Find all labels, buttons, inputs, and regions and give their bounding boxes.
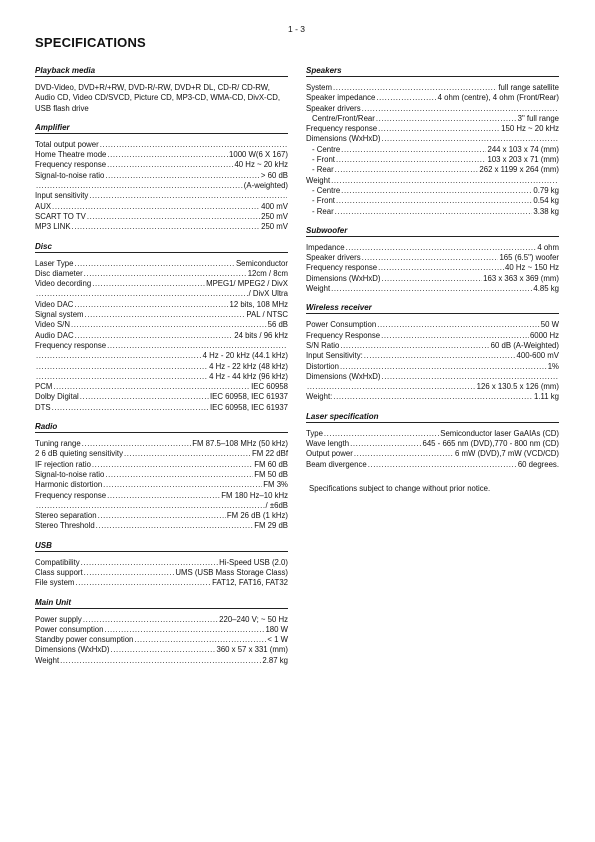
dot-leader [36, 181, 243, 191]
dot-leader [107, 341, 287, 351]
section-laser-specification [306, 412, 559, 470]
spec-value: Semiconductor laser GaAIAs (CD) [440, 428, 559, 438]
spec-row [306, 392, 559, 402]
spec-value: 40 Hz ~ 20 kHz [234, 160, 288, 170]
section-title: Playback media [35, 66, 288, 77]
spec-label: - Front [312, 155, 335, 165]
section-amplifier [35, 123, 288, 233]
spec-value: FM 3% [263, 480, 288, 490]
section-title: Wireless receiver [306, 303, 559, 314]
spec-value: 56 dB [267, 320, 288, 330]
spec-value: 180 W [265, 624, 288, 634]
spec-value: 60 degrees. [517, 459, 559, 469]
dot-leader [376, 114, 517, 124]
section-radio [35, 422, 288, 532]
spec-row [306, 165, 559, 175]
spec-row [306, 104, 559, 114]
dot-leader [335, 165, 479, 175]
spec-label: Frequency response [35, 340, 107, 350]
dot-leader [382, 372, 558, 382]
dot-leader [331, 176, 558, 186]
dot-leader [340, 341, 489, 351]
spec-label: Audio DAC [35, 330, 74, 340]
spec-label: - Rear [312, 165, 334, 175]
dot-leader [124, 449, 251, 459]
spec-label: Compatibility [35, 557, 80, 567]
spec-label: Harmonic distortion [35, 480, 103, 490]
section-title: Laser specification [306, 412, 559, 423]
section-title: Subwoofer [306, 226, 559, 237]
dot-leader [83, 615, 218, 625]
dot-leader [82, 439, 192, 449]
spec-label: Weight [306, 284, 331, 294]
spec-row [35, 578, 288, 588]
spec-row [35, 656, 288, 666]
spec-row [35, 269, 288, 279]
spec-row [35, 568, 288, 578]
spec-row [306, 351, 559, 361]
spec-row [306, 207, 559, 217]
spec-label: Distortion [306, 361, 339, 371]
spec-row [306, 372, 559, 382]
spec-row [306, 176, 559, 186]
spec-label: Signal-to-noise ratio [35, 469, 105, 479]
spec-value: 24 bits / 96 kHz [234, 330, 288, 340]
dot-leader [324, 429, 439, 439]
spec-value: FAT12, FAT16, FAT32 [212, 578, 288, 588]
spec-value: 2.87 kg [262, 655, 288, 665]
spec-row [35, 331, 288, 341]
dot-leader [60, 656, 261, 666]
page-number: 1 - 3 [288, 24, 306, 34]
dot-leader [89, 191, 287, 201]
spec-value: 400 mV [261, 201, 288, 211]
spec-value: (A-weighted) [243, 181, 288, 191]
spec-value: 400-600 mV [516, 351, 559, 361]
dot-leader [87, 212, 260, 222]
spec-label: Stereo Threshold [35, 521, 95, 531]
spec-value: 244 x 103 x 74 (mm) [487, 144, 559, 154]
dot-leader [341, 145, 486, 155]
dot-leader [75, 578, 211, 588]
spec-value: 262 x 1199 x 264 (mm) [479, 165, 559, 175]
dot-leader [333, 83, 497, 93]
spec-label: - Centre [312, 185, 341, 195]
dot-leader [107, 150, 228, 160]
spec-row [35, 191, 288, 201]
spec-label: Video S/N [35, 320, 70, 330]
spec-row [306, 274, 559, 284]
spec-value: 6 mW (DVD),7 mW (VCD/CD) [455, 449, 559, 459]
dot-leader [354, 449, 454, 459]
spec-value: FM 26 dB (1 kHz) [226, 511, 288, 521]
spec-value: 1% [547, 361, 559, 371]
spec-value: 40 Hz ~ 150 Hz [505, 263, 559, 273]
dot-leader [53, 382, 250, 392]
dot-leader [335, 207, 533, 217]
spec-label: Centre/Front/Rear [312, 113, 375, 123]
dot-leader [107, 160, 233, 170]
dot-leader [84, 269, 247, 279]
disclaimer-note: Specifications subject to change without prior notice. [309, 483, 491, 493]
dot-leader [111, 645, 216, 655]
spec-row [35, 470, 288, 480]
spec-row [35, 521, 288, 531]
spec-label: Power Consumption [306, 320, 377, 330]
spec-value: 4 ohm (centre), 4 ohm (Front/Rear) [437, 93, 559, 103]
spec-row [306, 155, 559, 165]
spec-value: 220–240 V; ~ 50 Hz [219, 614, 288, 624]
spec-value: 4 Hz - 22 kHz (48 kHz) [209, 361, 288, 371]
right-sections [306, 66, 559, 470]
spec-row [306, 83, 559, 93]
spec-label: Type [306, 428, 323, 438]
spec-label: PCM [35, 382, 53, 392]
spec-value: > 60 dB [260, 170, 288, 180]
section-title: Main Unit [35, 598, 288, 609]
dot-leader [382, 134, 558, 144]
dot-leader [52, 202, 260, 212]
dot-leader [71, 320, 267, 330]
spec-value: 4.85 kg [533, 284, 559, 294]
spec-row [35, 480, 288, 490]
spec-label: Input Sensitivity: [306, 351, 363, 361]
spec-value: 50 W [540, 320, 559, 330]
dot-leader [377, 320, 540, 330]
spec-label: Tuning range [35, 439, 81, 449]
spec-label: Dolby Digital [35, 392, 79, 402]
section-title: USB [35, 541, 288, 552]
spec-label: DTS [35, 402, 51, 412]
spec-row [35, 320, 288, 330]
right-column [306, 66, 559, 493]
page-title: SPECIFICATIONS [35, 35, 146, 50]
spec-row [306, 439, 559, 449]
spec-label: Standby power consumption [35, 635, 134, 645]
spec-row [306, 186, 559, 196]
spec-label: System [306, 83, 332, 92]
section-wireless-receiver [306, 303, 559, 402]
dot-leader [364, 351, 516, 361]
spec-label: Laser Type [35, 258, 74, 268]
spec-value: FM 22 dBf [252, 449, 288, 459]
dot-leader [105, 470, 253, 480]
dot-leader [84, 568, 175, 578]
spec-row [35, 181, 288, 191]
spec-label: Dimensions (WxHxD) [306, 134, 381, 144]
spec-label: Dimensions (WxHxD) [35, 645, 110, 655]
spec-row [35, 310, 288, 320]
spec-label: Weight [306, 175, 331, 185]
section-title: Disc [35, 242, 288, 253]
spec-label: Total output power [35, 139, 99, 149]
spec-value: PAL / NTSC [246, 310, 288, 320]
spec-row [35, 362, 288, 372]
spec-value: Hi-Speed USB (2.0) [219, 557, 288, 567]
dot-leader [75, 331, 234, 341]
spec-value: FM 180 Hz–10 kHz [221, 490, 288, 500]
spec-row [35, 403, 288, 413]
spec-label: Home Theatre mode [35, 150, 107, 160]
dot-leader [103, 480, 262, 490]
spec-value: < 1 W [267, 635, 288, 645]
dot-leader [36, 372, 208, 382]
spec-label: Weight: [306, 392, 333, 402]
dot-leader [382, 274, 483, 284]
spec-row [35, 279, 288, 289]
spec-row [35, 439, 288, 449]
dot-leader [92, 460, 253, 470]
spec-label: Output power [306, 449, 353, 459]
spec-row [306, 253, 559, 263]
spec-label: MP3 LINK [35, 222, 71, 232]
dot-leader [336, 196, 532, 206]
spec-value: 4 Hz - 20 kHz (44.1 kHz) [202, 351, 288, 361]
spec-value: FM 29 dB [254, 521, 288, 531]
spec-row [306, 124, 559, 134]
section-main-unit [35, 598, 288, 666]
spec-label: Signal system [35, 310, 84, 320]
spec-row [306, 284, 559, 294]
dot-leader [104, 625, 264, 635]
spec-row [306, 196, 559, 206]
spec-label: Stereo separation [35, 511, 97, 521]
spec-value: 60 dB (A-Weighted) [490, 340, 559, 350]
spec-label: Video DAC [35, 299, 74, 309]
spec-label: Dimensions (WxHxD) [306, 273, 381, 283]
dot-leader [362, 253, 499, 263]
spec-row [306, 460, 559, 470]
spec-value: 3.38 kg [533, 206, 559, 216]
spec-value: IEC 60958, IEC 61937 [209, 392, 288, 402]
spec-row [35, 372, 288, 382]
spec-value: / DivX Ultra [248, 289, 288, 299]
spec-value: 150 Hz ~ 20 kHz [501, 124, 559, 134]
spec-label: Video decording [35, 279, 92, 289]
spec-value: FM 50 dB [254, 469, 288, 479]
spec-value: 103 x 203 x 71 (mm) [487, 155, 559, 165]
dot-leader [378, 263, 504, 273]
dot-leader [307, 382, 476, 392]
spec-row [306, 134, 559, 144]
spec-label: Power consumption [35, 624, 104, 634]
dot-leader [96, 521, 254, 531]
spec-row [35, 341, 288, 351]
spec-row [35, 382, 288, 392]
dot-leader [341, 186, 532, 196]
spec-row [35, 635, 288, 645]
spec-value: MPEG1/ MPEG2 / DivX [206, 279, 288, 289]
spec-label: Frequency response [306, 124, 378, 134]
dot-leader [36, 289, 248, 299]
dot-leader [92, 279, 205, 289]
spec-label: File system [35, 578, 75, 588]
spec-value: 126 x 130.5 x 126 (mm) [476, 382, 559, 392]
spec-row [306, 429, 559, 439]
spec-label: Disc diameter [35, 268, 83, 278]
spec-value: 1000 W(6 X 167) [229, 150, 288, 160]
section-playback-media [35, 66, 288, 114]
spec-label: Signal-to-noise ratio [35, 170, 105, 180]
spec-value: 4 ohm [537, 242, 559, 252]
spec-label: Beam divergence [306, 459, 367, 469]
spec-label: - Front [312, 196, 335, 206]
dot-leader [74, 259, 235, 269]
spec-label: Impedance [306, 242, 345, 252]
spec-row [35, 171, 288, 181]
spec-label: - Centre [312, 144, 341, 154]
dot-leader [98, 511, 226, 521]
spec-row [306, 263, 559, 273]
dot-leader [381, 331, 529, 341]
spec-row [35, 259, 288, 269]
spec-row [35, 645, 288, 655]
dot-leader [72, 222, 261, 232]
spec-row [35, 625, 288, 635]
spec-row [306, 382, 559, 392]
spec-row [35, 491, 288, 501]
spec-row [306, 331, 559, 341]
spec-label: 2 6 dB quieting sensitivity [35, 449, 123, 459]
dot-leader [36, 362, 208, 372]
spec-row [35, 222, 288, 232]
dot-leader [350, 439, 421, 449]
section-usb [35, 541, 288, 589]
spec-value: FM 60 dB [254, 459, 288, 469]
spec-label: SCART TO TV [35, 211, 86, 221]
dot-leader [368, 460, 517, 470]
spec-row [306, 243, 559, 253]
spec-value: 12cm / 8cm [247, 268, 288, 278]
dot-leader [74, 300, 228, 310]
spec-value: 0.54 kg [533, 196, 559, 206]
spec-row [35, 212, 288, 222]
spec-value: 360 x 57 x 331 (mm) [216, 645, 288, 655]
dot-leader [376, 93, 436, 103]
spec-value: UMS (USB Mass Storage Class) [175, 567, 288, 577]
spec-value: IEC 60958 [251, 382, 288, 392]
dot-leader [36, 351, 202, 361]
spec-label: Frequency response [35, 160, 107, 170]
dot-leader [362, 104, 558, 114]
section-disc [35, 242, 288, 413]
spec-value: 0.79 kg [533, 185, 559, 195]
spec-row [306, 320, 559, 330]
section-subwoofer [306, 226, 559, 294]
dot-leader [80, 392, 209, 402]
spec-label: Dimensions (WxHxD) [306, 371, 381, 381]
spec-value: 163 x 363 x 369 (mm) [483, 273, 559, 283]
spec-label: Frequency response [306, 263, 378, 273]
spec-value: 1.11 kg [534, 392, 559, 402]
spec-label: IF rejection ratio [35, 459, 91, 469]
spec-row [306, 93, 559, 103]
dot-leader [336, 155, 487, 165]
spec-value: 250 mV [261, 222, 288, 232]
spec-row [35, 300, 288, 310]
spec-value: full range satellite [498, 83, 559, 92]
spec-value: 165 (6.5") woofer [499, 253, 559, 263]
spec-label: Class support [35, 567, 83, 577]
dot-leader [346, 243, 537, 253]
dot-leader [85, 310, 246, 320]
spec-value: FM 87.5–108 MHz (50 kHz) [192, 439, 288, 449]
spec-row [35, 501, 288, 511]
spec-label: Speaker drivers [306, 103, 361, 113]
spec-row [35, 202, 288, 212]
section-title: Amplifier [35, 123, 288, 134]
section-paragraph: DVD-Video, DVD+R/+RW, DVD-R/-RW, DVD+R DL, CD-R/ CD-RW, Audio CD, Video CD/SVCD, Picture CD, MP3-CD, WMA-CD, DivX-CD, USB flash drive [35, 83, 281, 113]
spec-row [35, 351, 288, 361]
spec-value: IEC 60958, IEC 61937 [209, 402, 288, 412]
spec-row [35, 511, 288, 521]
section-title: Radio [35, 422, 288, 433]
dot-leader [36, 501, 265, 511]
spec-label: Frequency response [35, 490, 107, 500]
spec-label: Weight [35, 655, 60, 665]
section-speakers [306, 66, 559, 217]
dot-leader [81, 558, 218, 568]
section-title: Speakers [306, 66, 559, 77]
spec-row [306, 341, 559, 351]
spec-value: 4 Hz - 44 kHz (96 kHz) [209, 371, 288, 381]
spec-label: AUX [35, 201, 52, 211]
spec-row [35, 150, 288, 160]
dot-leader [331, 284, 532, 294]
spec-row [35, 558, 288, 568]
dot-leader [100, 140, 287, 150]
spec-row [306, 362, 559, 372]
spec-row [306, 114, 559, 124]
spec-value: 6000 Hz [529, 330, 559, 340]
spec-value: / ±6dB [265, 500, 288, 510]
spec-row [35, 615, 288, 625]
dot-leader [52, 403, 209, 413]
spec-value: 12 bits, 108 MHz [229, 299, 288, 309]
dot-leader [378, 124, 500, 134]
dot-leader [333, 392, 533, 402]
dot-leader [105, 171, 260, 181]
spec-row [35, 392, 288, 402]
left-column [35, 66, 288, 675]
dot-leader [107, 491, 220, 501]
spec-row [306, 449, 559, 459]
spec-value: 250 mV [261, 211, 288, 221]
spec-value: 645 - 665 nm (DVD),770 - 800 nm (CD) [422, 439, 559, 449]
spec-row [306, 145, 559, 155]
spec-label: Power supply [35, 614, 82, 624]
spec-label: Speaker drivers [306, 253, 361, 263]
spec-row [35, 289, 288, 299]
spec-row [35, 449, 288, 459]
spec-value: 3" full range [517, 113, 559, 123]
spec-value: Semiconductor [235, 258, 288, 268]
spec-label: Input sensitivity [35, 191, 89, 201]
dot-leader [340, 362, 547, 372]
spec-row [35, 140, 288, 150]
spec-label: Speaker impedance [306, 93, 376, 103]
spec-label: S/N Ratio [306, 340, 340, 350]
spec-row [35, 160, 288, 170]
spec-row [35, 460, 288, 470]
spec-label: Frequency Response [306, 330, 381, 340]
dot-leader [134, 635, 266, 645]
spec-label: Wave length [306, 439, 350, 449]
spec-label: - Rear [312, 206, 334, 216]
